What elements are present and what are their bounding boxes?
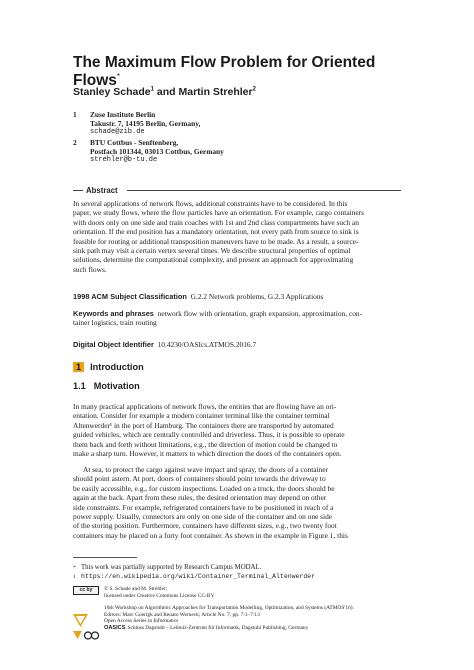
footnote-url[interactable]: https://en.wikipedia.org/wiki/Container_Terminal_Altenwerder bbox=[81, 573, 316, 580]
text-line: side constraints. For example, refrigerated containers have to be positioned in reach of a bbox=[73, 502, 334, 512]
doi bbox=[73, 340, 401, 349]
text-line: orientation. If the end position has a mandatory orientation, not every path from source to sink is bbox=[73, 227, 359, 237]
series-line: Open Access Series in Informatics bbox=[104, 618, 179, 625]
text-line: power supply. Usually, connectors are only on one side of the container and on one side bbox=[73, 512, 333, 522]
author-name: Martin Strehler bbox=[178, 86, 253, 98]
divider bbox=[73, 190, 83, 191]
affiliation-number: 1 bbox=[73, 110, 77, 119]
author-name: Stanley Schade bbox=[73, 86, 151, 98]
editors-line: Editors: Marc Goerigk and Renato Werneck; Article No. 7; pp. 7:1–7:13 bbox=[104, 611, 260, 618]
text-line: make a sharp turn. However, it matters to which direction the doors of the containers open. bbox=[73, 449, 342, 459]
lipics-logo-icon bbox=[73, 614, 88, 629]
acm-value: G.2.2 Network problems, G.2.3 Applications bbox=[190, 292, 324, 301]
doi-value[interactable]: 10.4230/OASIcs.ATMOS.2016.7 bbox=[157, 340, 257, 349]
abstract-heading bbox=[73, 186, 401, 196]
body-paragraph bbox=[73, 465, 401, 540]
text-line: guided vehicles, which are centrally controlled and driverless. Thus, it is possible to operate bbox=[73, 430, 345, 440]
text-line: feasible for routing or additional transposition maneuvers have to be made. As a result, a source- bbox=[73, 236, 359, 246]
text-line: with doors only on one side and train coaches with 1st and 2nd class compartments have such an bbox=[73, 217, 359, 227]
footnote-mark: * bbox=[73, 565, 76, 571]
author-affil-mark: 1 bbox=[150, 86, 154, 93]
copyright-line: © S. Schade and M. Strehler; bbox=[104, 586, 168, 592]
text-line: of the storing position. Furthermore, containers have different sizes, e.g., two twenty foot bbox=[73, 521, 337, 531]
author-separator: and bbox=[153, 86, 179, 98]
affiliation-institution: BTU Cottbus - Senftenberg, bbox=[90, 138, 179, 147]
abstract-label: Abstract bbox=[86, 186, 118, 195]
text-line: sink path may visit a certain vertex several times. We describe structural properties of optimal bbox=[73, 246, 351, 256]
footnote-text: This work was partially supported by Research Campus MODAL. bbox=[81, 564, 262, 571]
cc-by-license-icon: cc by bbox=[73, 586, 99, 595]
subsection-number: 1.1 bbox=[73, 381, 86, 391]
publisher-line: Schloss Dagstuhl – Leibniz-Zentrum für Informatik, Dagstuhl Publishing, Germany bbox=[127, 624, 309, 631]
text-line: should point astern. At port, doors of containers should point towards the driveway to bbox=[73, 474, 326, 484]
text-line: them back and forth without limitations, e.g., the direction of motion could be changed to bbox=[73, 439, 338, 449]
affiliation-institution: Zuse Institute Berlin bbox=[90, 110, 156, 119]
title-text: The Maximum Flow Problem for Oriented Flows bbox=[73, 54, 376, 90]
text-line: paper, we study flows, where the flow particles have an orientation. For example, cargo containers bbox=[73, 208, 364, 218]
affiliation-address: Takustr. 7, 14195 Berlin, Germany, bbox=[90, 119, 201, 129]
license-line: licensed under Creative Commons License CC-BY bbox=[104, 592, 215, 599]
publication-footer bbox=[104, 586, 354, 632]
author-line bbox=[73, 86, 256, 98]
text-line: At sea, to protect the cargo against wave impact and spray, the doors of a container bbox=[83, 465, 329, 474]
abstract-body bbox=[73, 199, 401, 274]
affiliation-email[interactable]: strehler@b-tu.de bbox=[90, 156, 158, 165]
text-line: In many practical applications of network flows, the entities that are flowing have an ori- bbox=[73, 402, 337, 411]
text-line: In several applications of network flows, additional constraints have to be considered. In this bbox=[73, 199, 348, 208]
divider bbox=[127, 190, 401, 191]
venue-line: 16th Workshop on Algorithmic Approaches for Transportation Modelling, Optimization, and Systems (ATMOS'16). bbox=[104, 605, 354, 612]
text-line: be easily accessible, e.g., for custom inspections. Loaded on a truck, the doors should be bbox=[73, 483, 335, 493]
acm-label: 1998 ACM Subject Classification bbox=[73, 292, 187, 301]
text-line: such flows. bbox=[73, 264, 107, 274]
author-affil-mark: 2 bbox=[252, 86, 256, 93]
text-line: again at the back. Apart from these rules, the desired orientation may depend on other bbox=[73, 493, 327, 503]
oasics-logo-icon bbox=[73, 631, 99, 640]
subsection-heading bbox=[73, 381, 140, 391]
affiliation-address: Postfach 101344, 03013 Cottbus, Germany bbox=[90, 147, 224, 157]
keywords-value: tainer logistics, train routing bbox=[73, 318, 157, 328]
doi-label: Digital Object Identifier bbox=[73, 340, 154, 349]
text-line: containers may be placed on a forty foot container. As shown in the example in Figure 1, this bbox=[73, 530, 348, 540]
text-line: Altenwerder¹ in the port of Hamburg. The containers there are transported by automated bbox=[73, 420, 334, 430]
section-title: Introduction bbox=[90, 362, 144, 372]
text-line: solutions, determine the computational complexity, and present an approach for approximating bbox=[73, 255, 354, 265]
title-footnote-mark: * bbox=[116, 72, 121, 81]
acm-classification bbox=[73, 292, 401, 301]
oasics-wordmark: OASICS bbox=[104, 624, 126, 631]
affiliation-email[interactable]: schade@zib.de bbox=[90, 128, 145, 137]
footnote-rule bbox=[73, 557, 137, 558]
subsection-title: Motivation bbox=[93, 381, 140, 391]
text-line: entation. Consider for example a modern container terminal like the container terminal bbox=[73, 411, 330, 421]
affiliation-number: 2 bbox=[73, 138, 77, 147]
keywords-value: network flow with orientation, graph expansion, approximation, con- bbox=[157, 309, 363, 318]
paper-title bbox=[73, 54, 413, 90]
keywords bbox=[73, 309, 401, 328]
footnote-mark: 1 bbox=[73, 574, 76, 580]
section-number: 1 bbox=[73, 362, 84, 372]
keywords-label: Keywords and phrases bbox=[73, 309, 154, 318]
body-paragraph bbox=[73, 402, 401, 458]
section-heading bbox=[73, 362, 144, 372]
